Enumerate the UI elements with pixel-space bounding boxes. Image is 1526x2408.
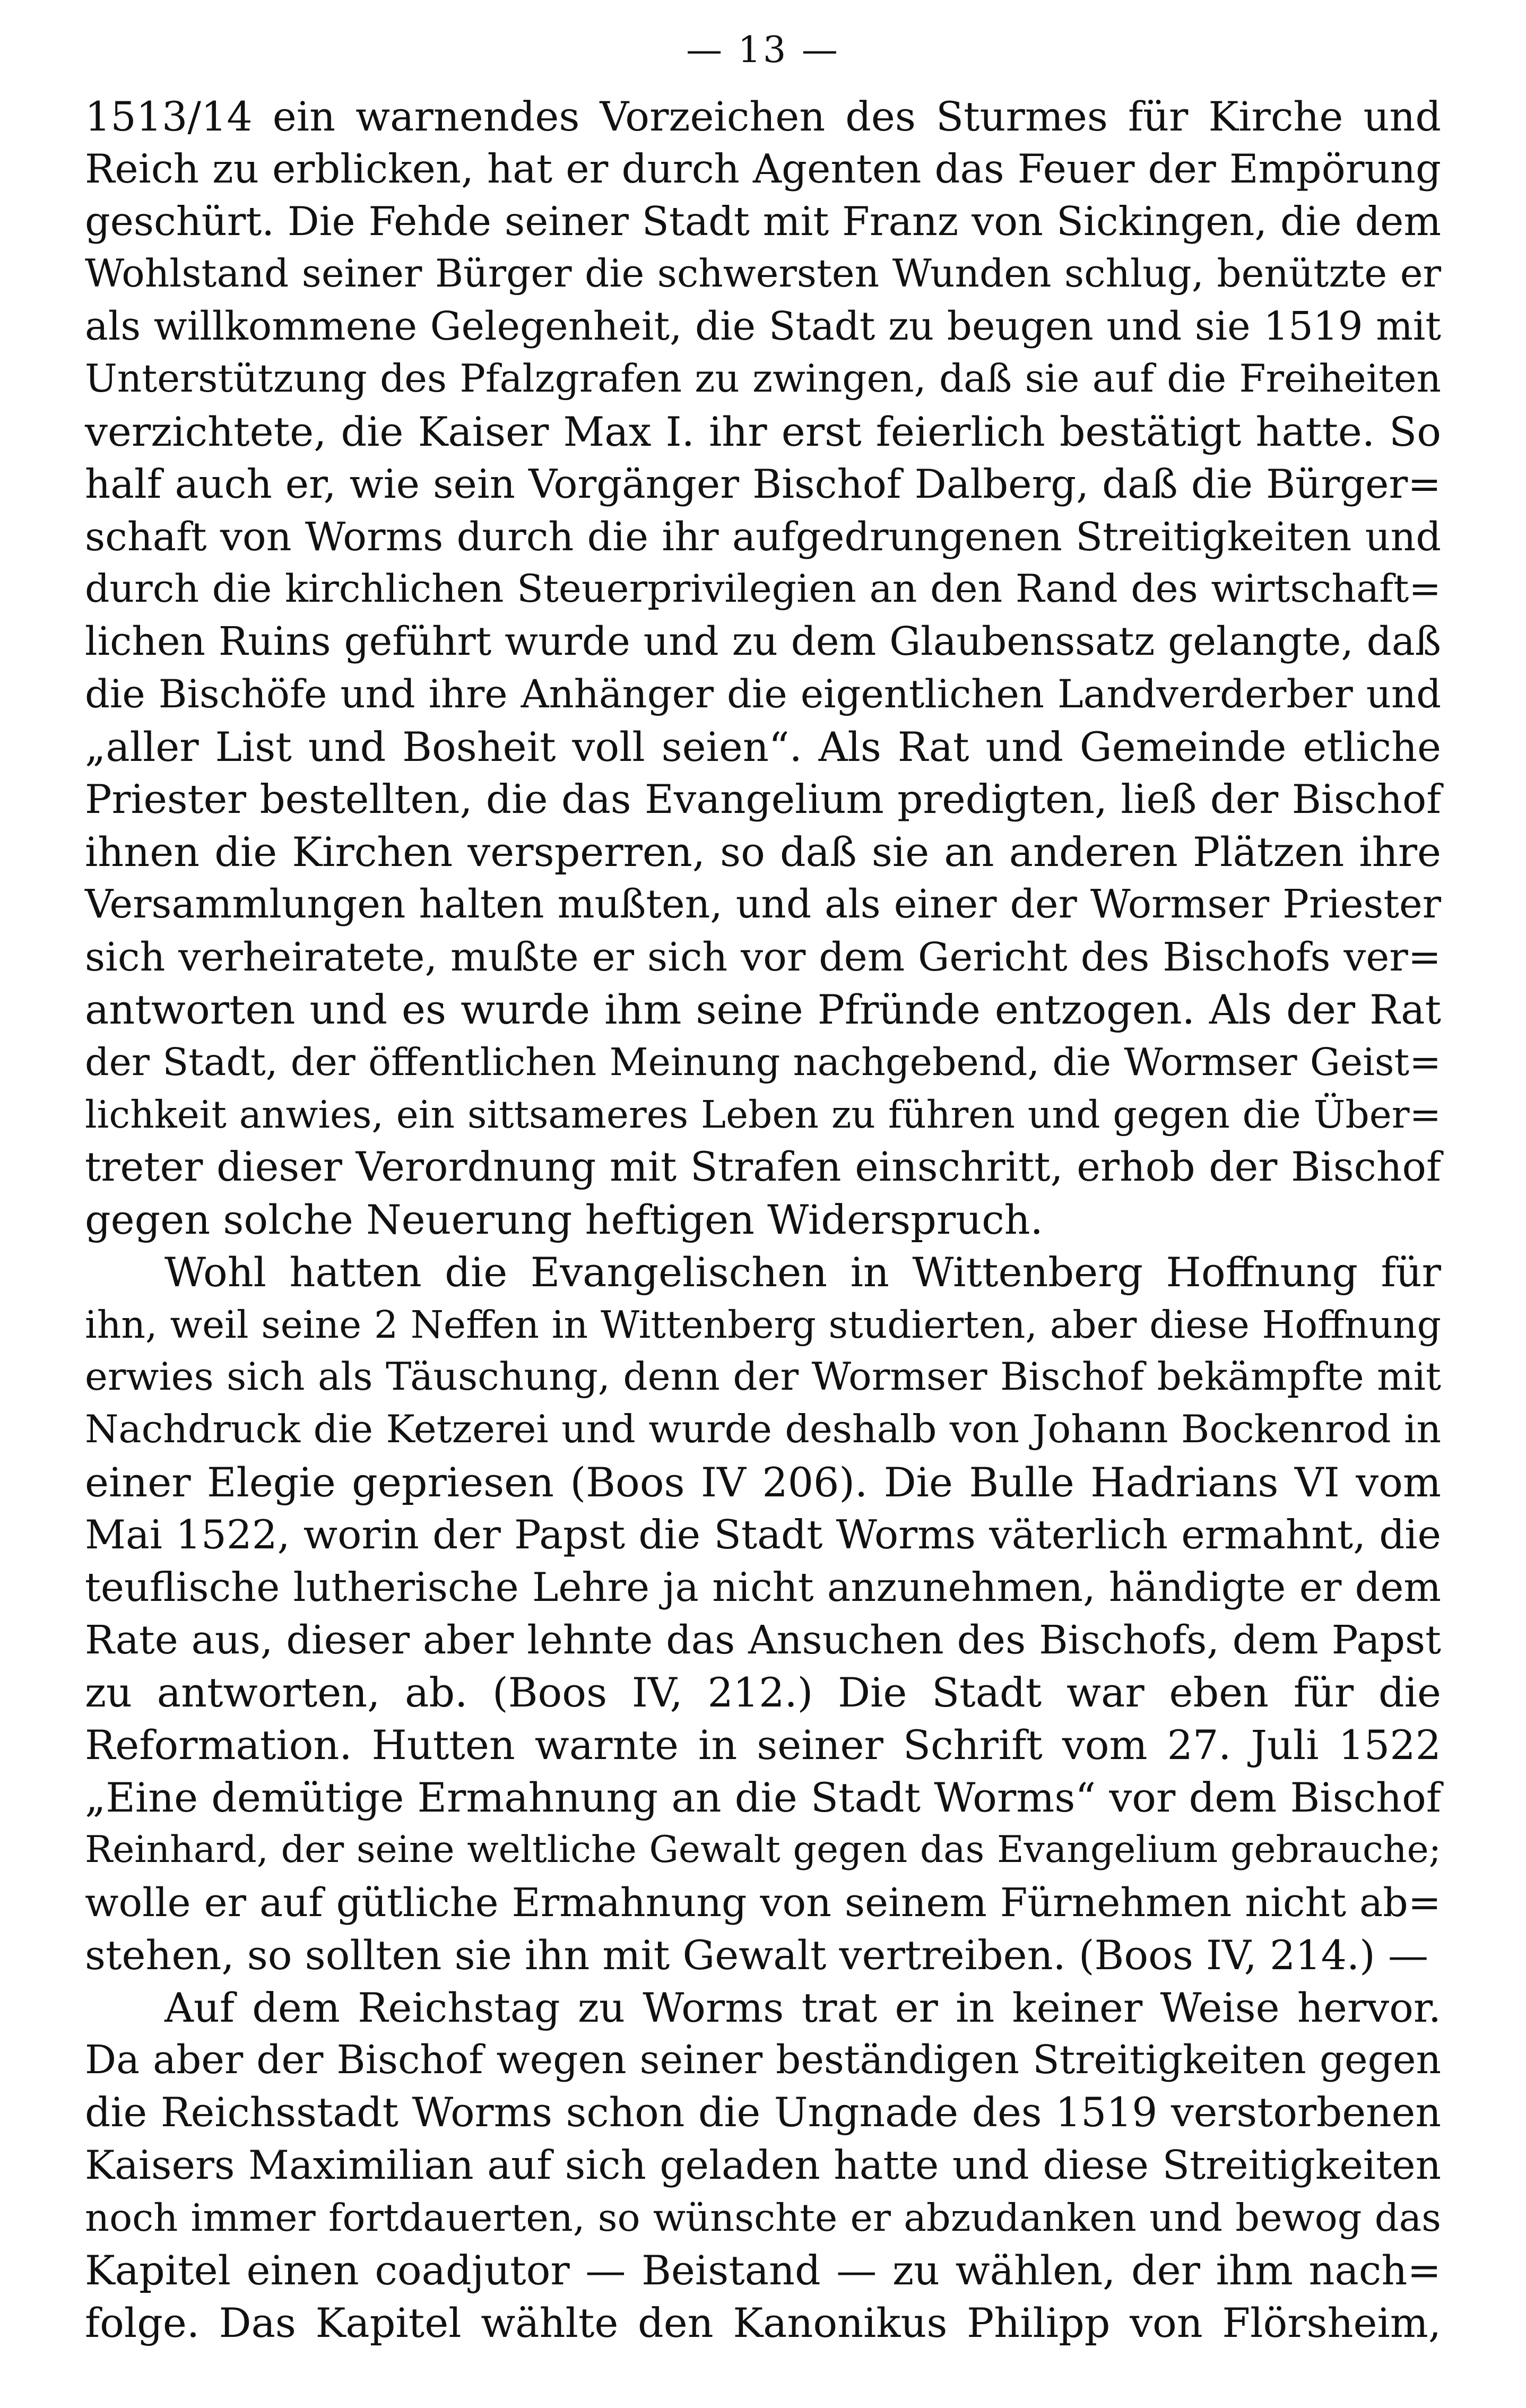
text-line: schaft von Worms durch die ihr aufgedrungenen Streitigkeiten und	[85, 514, 1441, 560]
text-line: Kapitel einen coadjutor — Beistand — zu wählen, der ihm nach=	[85, 2247, 1441, 2294]
text-line: noch immer fortdauerten, so wünschte er abzudanken und bewog das	[85, 2196, 1441, 2240]
text-line: Nachdruck die Ketzerei und wurde deshalb von Johann Bockenrod in	[85, 1407, 1441, 1452]
text-line: half auch er, wie sein Vorgänger Bischof Dalberg, daß die Bürger=	[85, 461, 1441, 507]
text-line: „aller List und Bosheit voll seien“. Als Rat und Gemeinde etliche	[85, 723, 1441, 770]
text-line: geschürt. Die Fehde seiner Stadt mit Franz von Sickingen, die dem	[85, 198, 1441, 245]
text-line: Mai 1522, worin der Papst die Stadt Worms väterlich ermahnt, die	[85, 1511, 1441, 1558]
text-line: Rate aus, dieser aber lehnte das Ansuchen des Bischofs, dem Papst	[85, 1617, 1441, 1663]
text-line: folge. Das Kapitel wählte den Kanonikus Philipp von Flörsheim,	[85, 2299, 1441, 2346]
text-line: gegen solche Neuerung heftigen Widerspruch.	[85, 1196, 1043, 1243]
text-line: die Reichsstadt Worms schon die Ungnade des 1519 verstorbenen	[85, 2089, 1441, 2136]
text-line: erwies sich als Täuschung, denn der Wormser Bischof bekämpfte mit	[85, 1355, 1441, 1399]
text-line: einer Elegie gepriesen (Boos IV 206). Die Bulle Hadrians VI vom	[85, 1459, 1441, 1506]
text-line: ihn, weil seine 2 Neffen in Wittenberg studierten, aber diese Hoffnung	[85, 1303, 1441, 1347]
text-line: verzichtete, die Kaiser Max I. ihr erst feierlich bestätigt hatte. So	[85, 408, 1441, 455]
text-line: der Stadt, der öffentlichen Meinung nachgebend, die Wormser Geist=	[85, 1040, 1441, 1084]
text-line: antworten und es wurde ihm seine Pfründe entzogen. Als der Rat	[85, 986, 1441, 1033]
text-line: wolle er auf gütliche Ermahnung von seinem Fürnehmen nicht ab=	[85, 1879, 1441, 1926]
text-line: lichen Ruins geführt wurde und zu dem Glaubenssatz gelangte, daß	[85, 619, 1441, 664]
text-line: „Eine demütige Ermahnung an die Stadt Worms“ vor dem Bischof	[85, 1774, 1441, 1821]
text-line: Auf dem Reichstag zu Worms trat er in keiner Weise hervor.	[164, 1984, 1441, 2031]
text-line: teuflische lutherische Lehre ja nicht anzunehmen, händigte er dem	[85, 1564, 1441, 1610]
text-line: Da aber der Bischof wegen seiner beständigen Streitigkeiten gegen	[85, 2038, 1441, 2083]
text-line: als willkommene Gelegenheit, die Stadt zu beugen und sie 1519 mit	[85, 304, 1441, 349]
text-line: zu antworten, ab. (Boos IV, 212.) Die Stadt war eben für die	[85, 1669, 1441, 1716]
text-line: 1513/14 ein warnendes Vorzeichen des Sturmes für Kirche und	[85, 93, 1441, 140]
text-line: durch die kirchlichen Steuerprivilegien an den Rand des wirtschaft=	[85, 567, 1441, 611]
text-line: sich verheiratete, mußte er sich vor dem Gericht des Bischofs ver=	[85, 934, 1441, 980]
text-line: die Bischöfe und ihre Anhänger die eigentlichen Landverderber und	[85, 672, 1441, 717]
text-line: treter dieser Verordnung mit Strafen einschritt, erhob der Bischof	[85, 1144, 1441, 1190]
text-line: Reformation. Hutten warnte in seiner Schrift vom 27. Juli 1522	[85, 1721, 1441, 1769]
text-line: Wohlstand seiner Bürger die schwersten Wunden schlug, benützte er	[85, 252, 1441, 296]
text-line: Reinhard, der seine weltliche Gewalt gegen das Evangelium gebrauche;	[85, 1829, 1441, 1871]
text-line: Versammlungen halten mußten, und als einer der Wormser Priester	[85, 881, 1441, 927]
text-line: Kaisers Maximilian auf sich geladen hatte und diese Streitigkeiten	[85, 2142, 1441, 2188]
text-line: Unterstützung des Pfalzgrafen zu zwingen, daß sie auf die Freiheiten	[85, 357, 1441, 401]
body-text	[85, 90, 1441, 2349]
text-line: Wohl hatten die Evangelischen in Wittenberg Hoffnung für	[164, 1249, 1441, 1296]
text-line: ihnen die Kirchen versperren, so daß sie an anderen Plätzen ihre	[85, 828, 1441, 876]
text-line: stehen, so sollten sie ihn mit Gewalt vertreiben. (Boos IV, 214.) —	[85, 1931, 1428, 1979]
page-number: — 13 —	[686, 29, 840, 71]
text-line: lichkeit anwies, ein sittsameres Leben zu führen und gegen die Über=	[85, 1093, 1441, 1137]
text-line: Priester bestellten, die das Evangelium predigten, ließ der Bischof	[85, 776, 1441, 822]
text-line: Reich zu erblicken, hat er durch Agenten das Feuer der Empörung	[85, 145, 1441, 192]
